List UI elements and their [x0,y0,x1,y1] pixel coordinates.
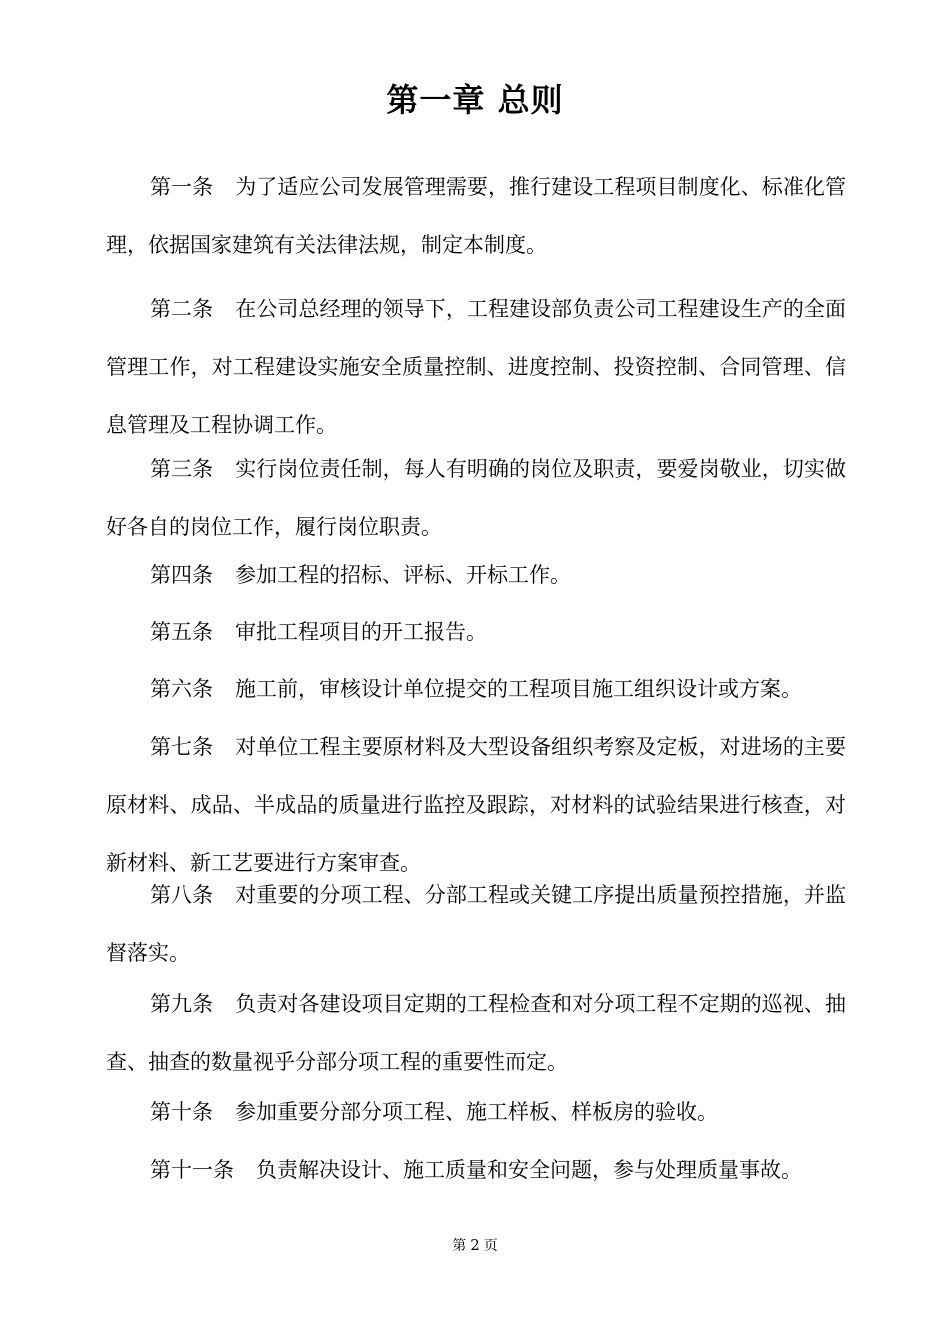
article-9 [106,975,846,1091]
article-label: 第六条 [150,677,213,701]
article-text: 对重要的分项工程、分部工程或关键工序提出质量预控措施，并监督落实。 [106,883,846,965]
article-text: 对单位工程主要原材料及大型设备组织考察及定板，对进场的主要原材料、成品、半成品的质量进行监控及跟踪，对材料的试验结果进行核查，对新材料、新工艺要进行方案审查。 [106,735,846,875]
article-label: 第九条 [150,992,214,1016]
article-text: 负责对各建设项目定期的工程检查和对分项工程不定期的巡视、抽查、抽查的数量视乎分部分项工程的重要性而定。 [106,992,846,1074]
footer-prefix: 第 [452,1238,467,1254]
article-label: 第二条 [150,297,214,321]
article-11 [106,1141,846,1199]
article-label: 第一条 [150,175,214,199]
article-text: 实行岗位责任制，每人有明确的岗位及职责，要爱岗敬业，切实做好各自的岗位工作，履行岗位职责。 [106,457,846,539]
article-label: 第七条 [150,735,214,759]
article-text: 负责解决设计、施工质量和安全问题，参与处理质量事故。 [256,1158,802,1182]
article-text: 参加工程的招标、评标、开标工作。 [235,563,571,587]
article-label: 第五条 [150,620,213,644]
article-1 [106,158,846,274]
article-8 [106,866,846,982]
page-number: 2 [470,1236,480,1254]
article-text: 在公司总经理的领导下，工程建设部负责公司工程建设生产的全面管理工作，对工程建设实施安全质量控制、进度控制、投资控制、合同管理、信息管理及工程协调工作。 [106,297,846,437]
article-label: 第四条 [150,563,213,587]
article-text: 施工前，审核设计单位提交的工程项目施工组织设计或方案。 [235,677,802,701]
chapter-title: 第一章 总则 [386,81,564,119]
article-label: 第十一条 [150,1158,234,1182]
article-label: 第八条 [150,883,214,907]
article-10 [106,1083,846,1141]
page-footer [0,1235,950,1256]
article-text: 审批工程项目的开工报告。 [235,620,487,644]
article-3 [106,440,846,556]
article-6 [106,660,846,718]
article-label: 第三条 [150,457,214,481]
footer-suffix: 页 [483,1238,498,1254]
article-label: 第十条 [150,1100,213,1124]
article-2 [106,280,846,454]
article-text: 为了适应公司发展管理需要，推行建设工程项目制度化、标准化管理，依据国家建筑有关法律法规，制定本制度。 [106,175,846,257]
article-4 [106,546,846,604]
article-text: 参加重要分部分项工程、施工样板、样板房的验收。 [235,1100,718,1124]
article-5 [106,603,846,661]
